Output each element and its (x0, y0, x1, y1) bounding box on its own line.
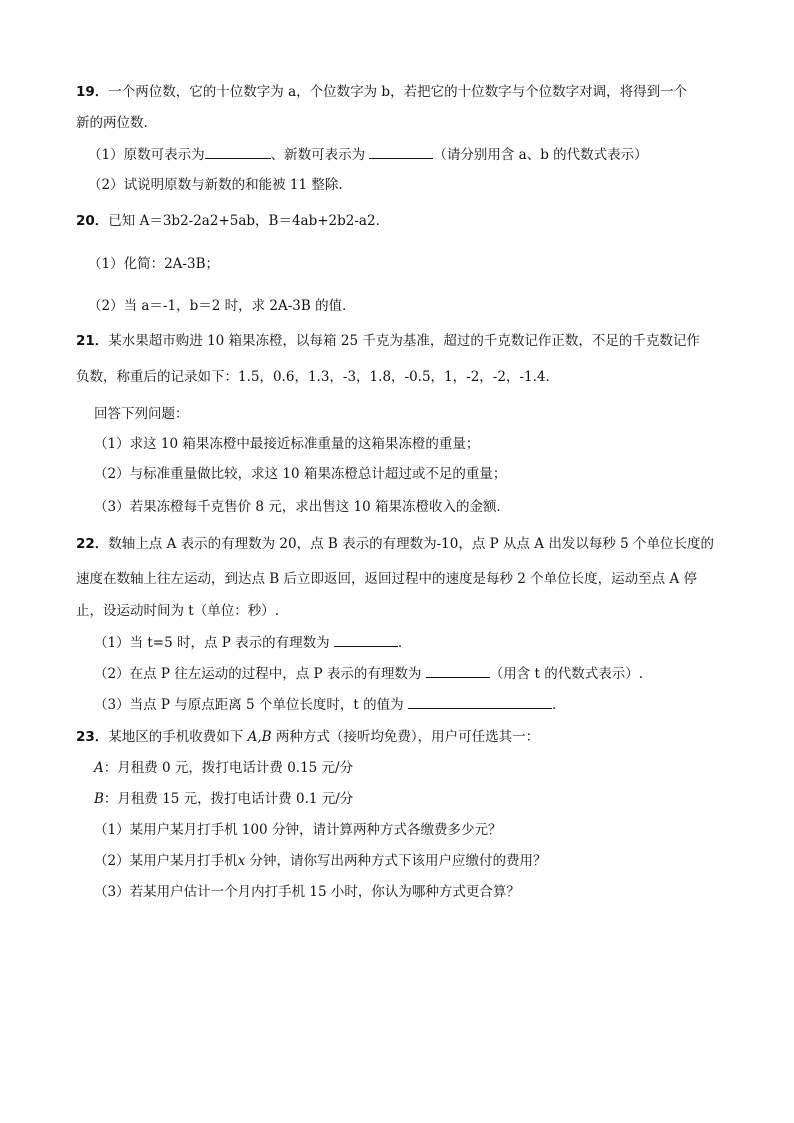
q20-part-1: （1）化简：2A-3B； (88, 256, 219, 272)
q23-option-a (94, 758, 353, 778)
q22-line-1 (76, 534, 714, 554)
q22-part-1 (94, 632, 411, 653)
q21-line-2: 负数，称重后的记录如下：1.5，0.6，1.3，-3，1.8，-0.5，1，-2，-2，-1.4． (76, 369, 559, 385)
q20-text-1: 已知 A＝3b2-2a2+5ab，B＝4ab+2b2-a2． (108, 213, 390, 229)
q19-part-2: （2）试说明原数与新数的和能被 11 整除. (88, 177, 343, 193)
q20-part-2: （2）当 a＝-1，b＝2 时，求 2A-3B 的值． (88, 298, 356, 314)
q19-part-1-text-a: （1）原数可表示为 (88, 147, 205, 163)
q22-line-2: 速度在数轴上往左运动，到达点 B 后立即返回，返回过程中的速度是每秒 2 个单位长度，运动至点 A 停 (76, 571, 698, 587)
q23-number: 23． (76, 729, 109, 745)
q19-text-1: 一个两位数，它的十位数字为 a，个位数字为 b，若把它的十位数字与个位数字对调，将得到一个 (108, 84, 688, 100)
q22-part-2 (94, 663, 643, 684)
q22-text-1: 数轴上点 A 表示的有理数为 20，点 B 表示的有理数为-10，点 P 从点 A 出发以每秒 5 个单位长度的 (108, 536, 715, 552)
q23-part-2-text-a: （2）某用户某月打手机 (94, 853, 238, 869)
q19-number: 19． (76, 84, 109, 100)
q19-part-1 (88, 144, 648, 165)
q22-part-2-text-b: （用含 t 的代数式表示）. (489, 666, 644, 682)
q23-option-b-text: ：月租费 15 元，拨打电话计费 0.1 元/分 (103, 791, 354, 807)
q21-text-1: 某水果超市购进 10 箱果冻橙，以每箱 25 千克为基准，超过的千克数记作正数，不足的千克数记作 (108, 333, 700, 349)
q21-part-1: （1）求这 10 箱果冻橙中最接近标准重量的这箱果冻橙的重量； (94, 436, 480, 452)
q20-line-1 (76, 211, 389, 231)
q22-number: 22． (76, 536, 109, 552)
answer-blank[interactable] (426, 663, 490, 678)
q23-option-a-label: A (94, 760, 104, 776)
q21-part-2: （2）与标准重量做比较，求这 10 箱果冻橙总计超过或不足的重量； (94, 466, 507, 482)
answer-blank[interactable] (334, 632, 398, 647)
q22-part-2-text-a: （2）在点 P 往左运动的过程中，点 P 表示的有理数为 (94, 666, 422, 682)
q23-option-b (94, 789, 353, 809)
q21-line-1 (76, 331, 700, 351)
q23-text-1b: 两种方式（接听均免费），用户可任选其一： (275, 729, 540, 745)
q23-part-2 (94, 851, 547, 871)
answer-blank[interactable] (205, 144, 271, 159)
q21-line-3: 回答下列问题： (94, 406, 189, 422)
q21-number: 21． (76, 333, 109, 349)
q23-part-2-variable: x (237, 853, 246, 869)
q22-line-3: 止，设运动时间为 t（单位：秒）. (76, 603, 280, 619)
q23-part-3: （3）若某用户估计一个月内打手机 15 小时，你认为哪种方式更合算？ (94, 884, 520, 900)
q23-option-names: A,B (247, 729, 272, 745)
q22-part-1-text-a: （1）当 t=5 时，点 P 表示的有理数为 (94, 635, 330, 651)
q21-part-3: （3）若果冻橙每千克售价 8 元，求出售这 10 箱果冻橙收入的金额． (94, 499, 511, 515)
q19-line-2: 新的两位数. (76, 115, 148, 131)
q23-option-a-text: ：月租费 0 元，拨打电话计费 0.15 元/分 (103, 760, 354, 776)
q19-part-1-text-c: （请分别用含 a、b 的代数式表示） (433, 147, 648, 163)
q23-line-1 (76, 727, 539, 747)
q23-text-1a: 某地区的手机收费如下 (108, 729, 244, 745)
q22-part-3-text-b: ． (551, 697, 566, 713)
q19-part-1-text-b: 、新数可表示为 (270, 147, 366, 163)
answer-blank[interactable] (408, 694, 552, 709)
q23-option-b-label: B (94, 791, 104, 807)
q20-number: 20． (76, 213, 109, 229)
q22-part-1-text-b: ． (397, 635, 412, 651)
q19-line-1 (76, 82, 687, 102)
q23-part-2-text-b: 分钟，请你写出两种方式下该用户应缴付的费用？ (249, 853, 547, 869)
q23-part-1: （1）某用户某月打手机 100 分钟，请计算两种方式各缴费多少元？ (94, 822, 502, 838)
answer-blank[interactable] (369, 144, 433, 159)
q22-part-3-text-a: （3）当点 P 与原点距离 5 个单位长度时，t 的值为 (94, 697, 404, 713)
q22-part-3 (94, 694, 565, 715)
